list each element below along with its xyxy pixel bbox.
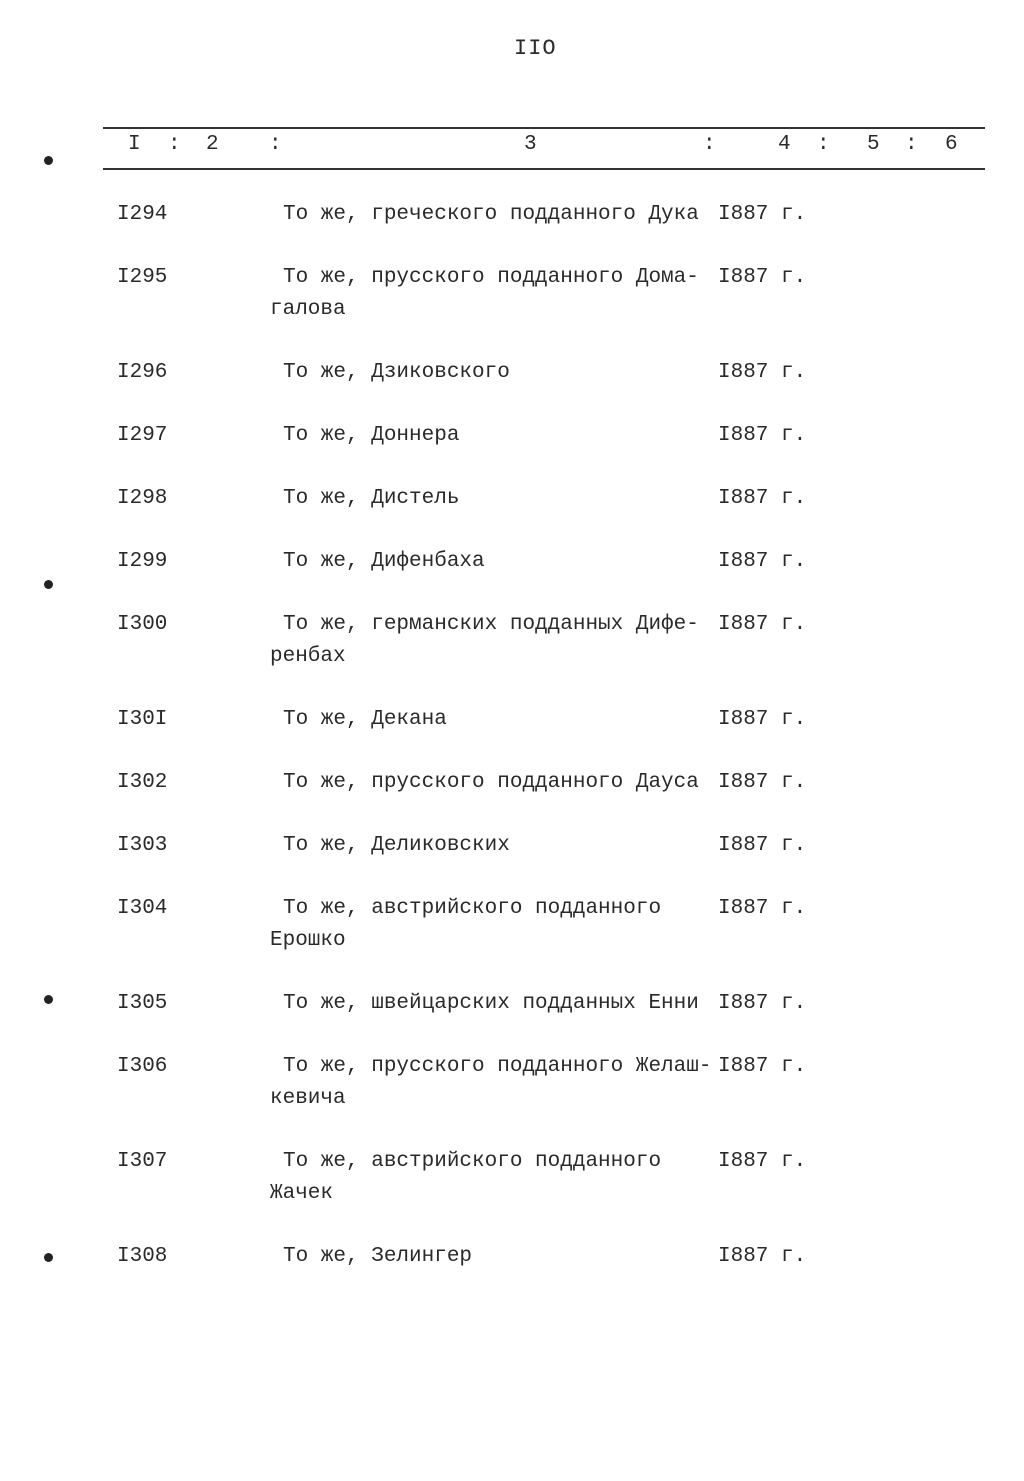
table-row [0,767,1024,799]
record-number: I304 [117,897,168,920]
header-col-1: I [128,133,141,156]
description-continuation: Жачек [270,1182,334,1205]
record-description [270,546,720,578]
table-row [0,262,1024,326]
description-line: То же, Декана [283,708,447,731]
record-number: I30I [117,708,168,731]
record-number: I296 [117,361,168,384]
header-col-4: 4 [778,133,791,156]
description-continuation: ренбах [270,645,346,668]
table-row [0,988,1024,1020]
record-number: I305 [117,992,168,1015]
description-line: То же, Дифенбаха [283,550,485,573]
record-year: I887 г. [718,361,807,384]
header-top-rule [103,127,985,129]
header-col-5: 5 [867,133,880,156]
record-year: I887 г. [718,266,807,289]
record-year: I887 г. [718,992,807,1015]
record-description [270,420,720,452]
table-row [0,357,1024,389]
record-description [270,262,720,326]
punch-hole-mark [44,995,53,1004]
punch-hole-mark [44,1253,53,1262]
record-year: I887 г. [718,203,807,226]
record-year: I887 г. [718,1245,807,1268]
record-number: I302 [117,771,168,794]
record-number: I308 [117,1245,168,1268]
record-description [270,767,720,799]
record-number: I298 [117,487,168,510]
record-year: I887 г. [718,424,807,447]
description-line: То же, греческого подданного Дука [283,203,699,226]
header-separator: : [703,133,716,156]
record-description [270,704,720,736]
record-year: I887 г. [718,897,807,920]
punch-hole-mark [44,580,53,589]
description-line: То же, австрийского подданного [283,897,662,920]
table-header [103,133,985,161]
header-separator: : [817,133,830,156]
description-line: То же, Дистель [283,487,460,510]
description-line: То же, Доннера [283,424,460,447]
record-description [270,1241,720,1273]
description-continuation: галова [270,298,346,321]
description-line: То же, германских подданных Дифе- [283,613,699,636]
record-year: I887 г. [718,1055,807,1078]
record-description [270,988,720,1020]
record-year: I887 г. [718,1150,807,1173]
record-year: I887 г. [718,834,807,857]
description-line: То же, прусского подданного Желаш- [283,1055,712,1078]
record-number: I306 [117,1055,168,1078]
record-number: I299 [117,550,168,573]
table-row [0,546,1024,578]
table-row [0,1146,1024,1210]
table-row [0,483,1024,515]
punch-hole-mark [44,156,53,165]
description-line: То же, швейцарских подданных Енни [283,992,699,1015]
record-number: I297 [117,424,168,447]
header-separator: : [269,133,282,156]
record-year: I887 г. [718,550,807,573]
record-number: I295 [117,266,168,289]
header-bottom-rule [103,168,985,170]
description-continuation: Ерошко [270,929,346,952]
description-line: То же, прусского подданного Дауса [283,771,699,794]
table-row [0,893,1024,957]
description-line: То же, австрийского подданного [283,1150,662,1173]
header-col-2: 2 [206,133,219,156]
table-row [0,199,1024,231]
header-separator: : [905,133,918,156]
description-line: То же, Деликовских [283,834,510,857]
table-row [0,1051,1024,1115]
record-year: I887 г. [718,771,807,794]
table-row [0,830,1024,862]
description-line: То же, прусского подданного Дома- [283,266,699,289]
header-col-6: 6 [945,133,958,156]
table-row [0,1241,1024,1273]
record-list [0,199,1024,1304]
record-description [270,893,720,957]
description-line: То же, Зелингер [283,1245,473,1268]
record-year: I887 г. [718,708,807,731]
record-description [270,199,720,231]
record-number: I307 [117,1150,168,1173]
record-description [270,357,720,389]
record-description [270,483,720,515]
record-description [270,830,720,862]
header-col-3: 3 [524,133,537,156]
description-continuation: кевича [270,1087,346,1110]
record-number: I303 [117,834,168,857]
table-row [0,609,1024,673]
record-description [270,609,720,673]
record-description [270,1051,720,1115]
page-number: IIO [514,36,557,61]
table-row [0,420,1024,452]
header-separator: : [168,133,181,156]
description-line: То же, Дзиковского [283,361,510,384]
record-year: I887 г. [718,487,807,510]
record-year: I887 г. [718,613,807,636]
record-description [270,1146,720,1210]
record-number: I300 [117,613,168,636]
table-row [0,704,1024,736]
record-number: I294 [117,203,168,226]
